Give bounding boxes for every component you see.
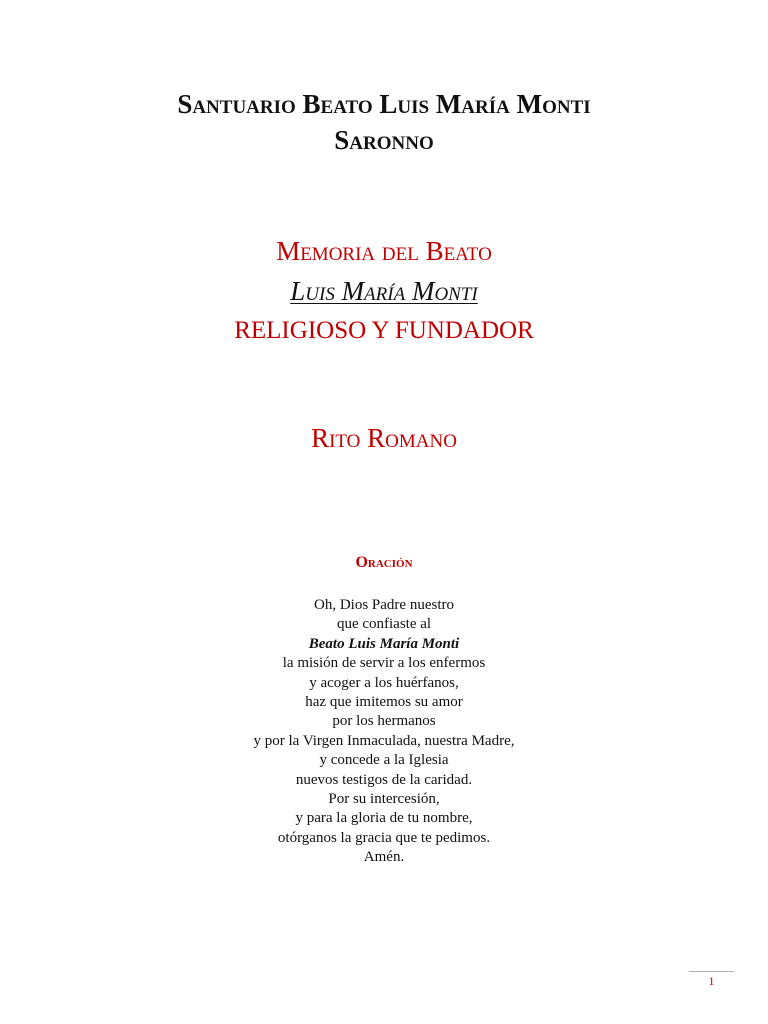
prayer-line: haz que imitemos su amor bbox=[305, 694, 463, 711]
sanctuary-heading-line2: Saronno bbox=[334, 125, 434, 155]
prayer-text bbox=[0, 596, 768, 868]
sanctuary-heading-line1: Santuario Beato Luis María Monti bbox=[177, 89, 591, 119]
prayer-line: y por la Virgen Inmaculada, nuestra Madre, bbox=[253, 732, 515, 749]
prayer-line: nuevos testigos de la caridad. bbox=[295, 771, 473, 788]
prayer-line: Por su intercesión, bbox=[328, 791, 440, 808]
footer-divider bbox=[689, 971, 734, 972]
page-number: 1 bbox=[708, 974, 715, 988]
prayer-heading: Oración bbox=[355, 554, 413, 571]
rite-title: Rito Romano bbox=[311, 423, 457, 453]
prayer-line-name: Beato Luis María Monti bbox=[308, 635, 460, 652]
prayer-line: Amén. bbox=[363, 849, 405, 866]
prayer-line: Oh, Dios Padre nuestro bbox=[314, 597, 454, 613]
memorial-subtitle: RELIGIOSO Y FUNDADOR bbox=[234, 317, 534, 344]
prayer-line: y concede a la Iglesia bbox=[319, 752, 449, 769]
prayer-line: y acoger a los huérfanos, bbox=[309, 674, 459, 691]
blessed-name-title: Luis María Monti bbox=[290, 276, 478, 306]
memorial-title: Memoria del Beato bbox=[276, 236, 492, 266]
prayer-line: la misión de servir a los enfermos bbox=[282, 655, 486, 672]
prayer-line: y para la gloria de tu nombre, bbox=[295, 810, 473, 827]
prayer-line: por los hermanos bbox=[332, 713, 436, 730]
prayer-line: otórganos la gracia que te pedimos. bbox=[277, 829, 491, 846]
prayer-line: que confiaste al bbox=[336, 616, 432, 633]
